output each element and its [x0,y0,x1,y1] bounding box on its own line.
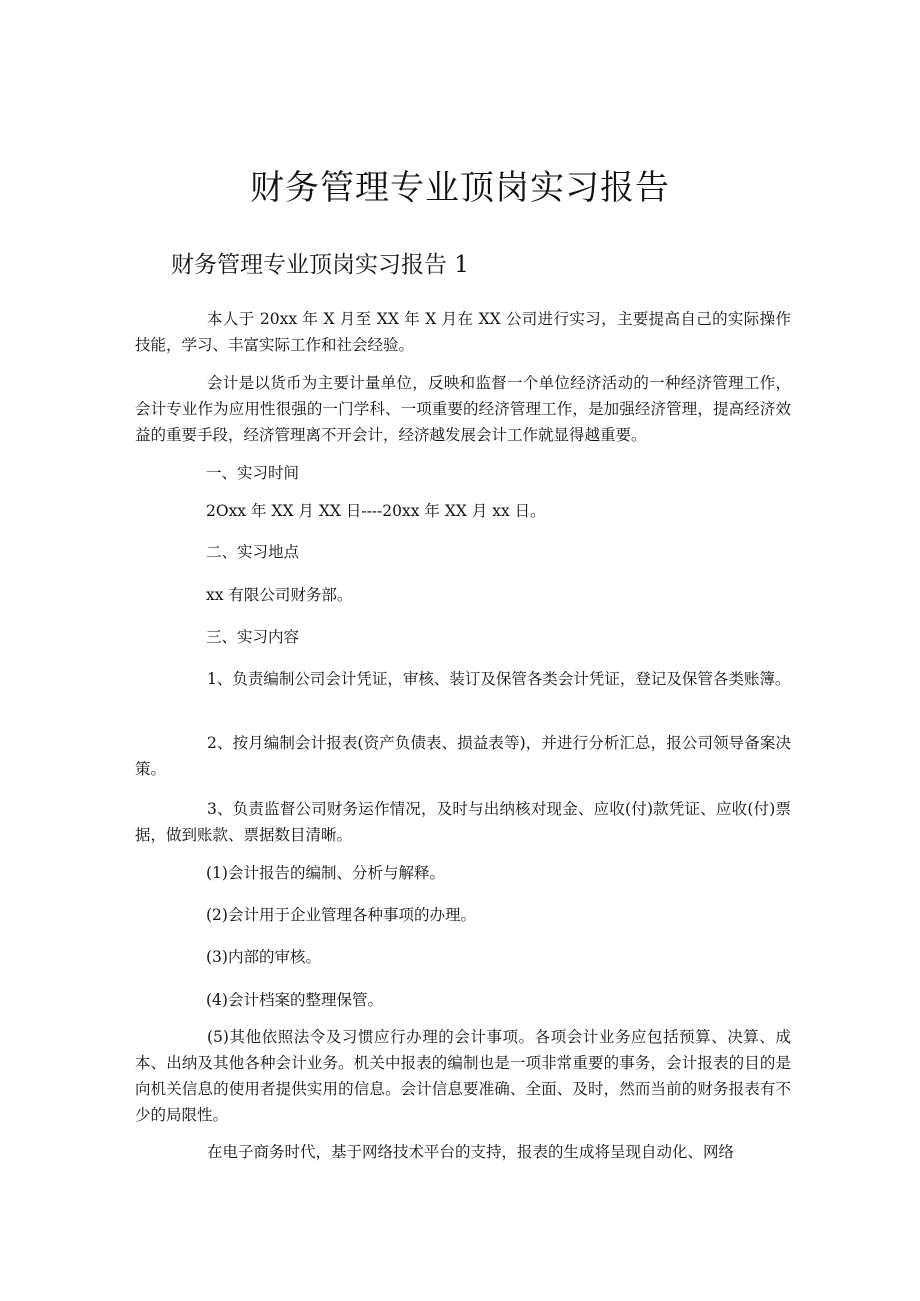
paragraph-subitem-2: (2)会计用于企业管理各种事项的办理。 [206,906,476,924]
paragraph-internship-location: xx 有限公司财务部。 [206,586,353,604]
paragraph-item-3: 3、负责监督公司财务运作情况，及时与出纳核对现金、应收(付)款凭证、应收(付)票据，做到账款、票据数目清晰。 [135,800,791,844]
paragraph-intro: 本人于 20xx 年 X 月至 XX 年 X 月在 XX 公司进行实习，主要提高自己的实际操作技能，学习、丰富实际工作和社会经验。 [135,310,791,354]
paragraph-subitem-1: (1)会计报告的编制、分析与解释。 [206,864,445,882]
paragraph-subitem-3: (3)内部的审核。 [206,948,321,966]
paragraph-item-1: 1、负责编制公司会计凭证，审核、装订及保管各类会计凭证，登记及保管各类账簿。 [207,670,791,688]
heading-internship-time: 一、实习时间 [206,464,300,482]
paragraph-internship-dates: 2Oxx 年 XX 月 XX 日----20xx 年 XX 月 xx 日。 [206,502,546,520]
document-subtitle: 财务管理专业顶岗实习报告 1 [171,252,469,278]
paragraph-subitem-5: (5)其他依照法令及习惯应行办理的会计事项。各项会计业务应包括预算、决算、成本、出纳及其他各种会计业务。机关中报表的编制也是一项非常重要的事务，会计报表的目的是向机关信息的使用者提供实用的信息。会计信息要准确、全面、及时，然而当前的财务报表有不少的局限性。 [135,1028,791,1124]
heading-internship-content: 三、实习内容 [206,628,300,646]
paragraph-ecommerce: 在电子商务时代，基于网络技术平台的支持，报表的生成将呈现自动化、网络 [207,1143,735,1161]
paragraph-accounting: 会计是以货币为主要计量单位，反映和监督一个单位经济活动的一种经济管理工作，会计专业作为应用性很强的一门学科、一项重要的经济管理工作，是加强经济管理，提高经济效益的重要手段，经济管理离不开会计，经济越发展会计工作就显得越重要。 [135,374,791,444]
heading-internship-location: 二、实习地点 [206,543,300,561]
paragraph-item-2: 2、按月编制会计报表(资产负债表、损益表等)，并进行分析汇总，报公司领导备案决策。 [135,734,791,778]
paragraph-subitem-4: (4)会计档案的整理保管。 [206,991,383,1009]
document-title: 财务管理专业顶岗实习报告 [250,168,670,208]
